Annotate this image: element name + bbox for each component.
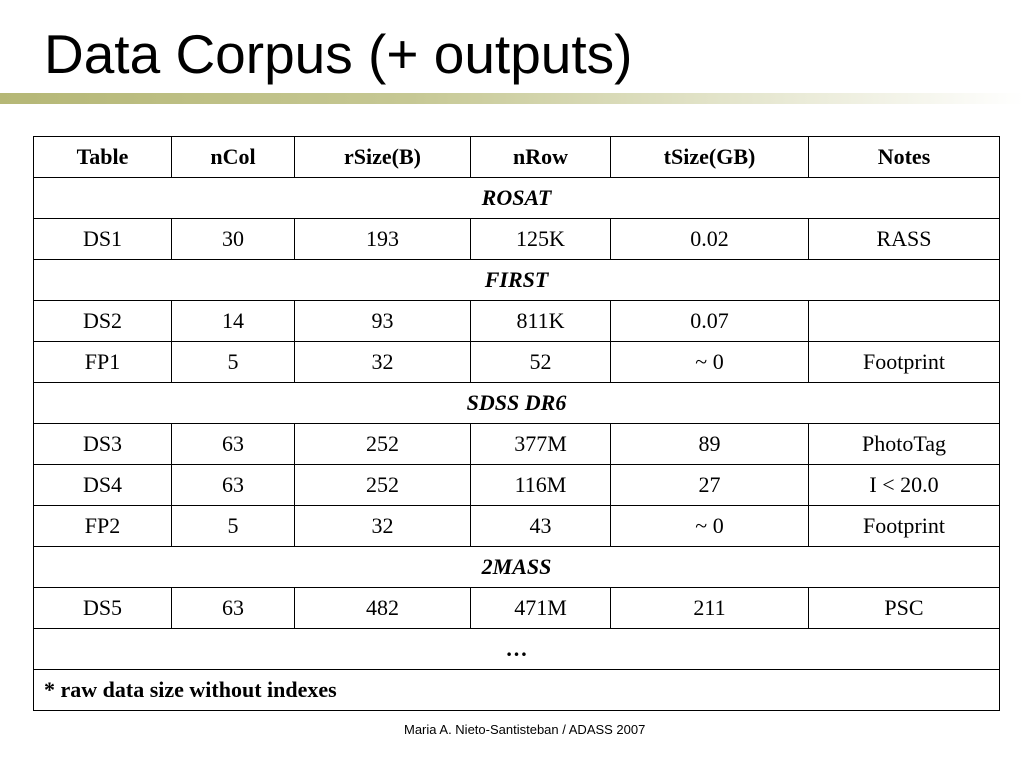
cell-table: FP1 (34, 342, 172, 383)
cell-ncol: 14 (172, 301, 295, 342)
ellipsis-cell: … (34, 629, 1000, 670)
table-row (34, 588, 1000, 629)
cell-tsize: 0.07 (611, 301, 809, 342)
cell-table: DS3 (34, 424, 172, 465)
cell-table: DS2 (34, 301, 172, 342)
section-row (34, 260, 1000, 301)
section-label: 2MASS (34, 547, 1000, 588)
table-row (34, 219, 1000, 260)
cell-rsize: 252 (295, 465, 471, 506)
cell-ncol: 5 (172, 342, 295, 383)
cell-nrow: 377M (471, 424, 611, 465)
table-row (34, 424, 1000, 465)
cell-nrow: 52 (471, 342, 611, 383)
section-label: SDSS DR6 (34, 383, 1000, 424)
header-cell-ncol: nCol (172, 137, 295, 178)
footnote-row (34, 670, 1000, 711)
section-row (34, 178, 1000, 219)
cell-nrow: 116M (471, 465, 611, 506)
cell-table: FP2 (34, 506, 172, 547)
cell-ncol: 63 (172, 588, 295, 629)
cell-notes: Footprint (809, 506, 1000, 547)
cell-notes: RASS (809, 219, 1000, 260)
cell-notes (809, 301, 1000, 342)
header-cell-notes: Notes (809, 137, 1000, 178)
cell-rsize: 193 (295, 219, 471, 260)
cell-notes: PhotoTag (809, 424, 1000, 465)
cell-notes: PSC (809, 588, 1000, 629)
table-header-row (34, 137, 1000, 178)
title-underline-bar (0, 93, 1024, 104)
cell-ncol: 63 (172, 465, 295, 506)
cell-ncol: 30 (172, 219, 295, 260)
cell-rsize: 93 (295, 301, 471, 342)
footnote-cell: * raw data size without indexes (34, 670, 1000, 711)
slide-title: Data Corpus (+ outputs) (44, 23, 633, 85)
header-cell-table: Table (34, 137, 172, 178)
cell-tsize: ~ 0 (611, 506, 809, 547)
table-row (34, 301, 1000, 342)
cell-tsize: 211 (611, 588, 809, 629)
table-body (34, 137, 1000, 711)
cell-table: DS4 (34, 465, 172, 506)
cell-tsize: 89 (611, 424, 809, 465)
cell-table: DS1 (34, 219, 172, 260)
cell-rsize: 482 (295, 588, 471, 629)
section-row (34, 383, 1000, 424)
header-cell-nrow: nRow (471, 137, 611, 178)
cell-rsize: 252 (295, 424, 471, 465)
table-row (34, 465, 1000, 506)
section-label: FIRST (34, 260, 1000, 301)
cell-nrow: 811K (471, 301, 611, 342)
cell-nrow: 43 (471, 506, 611, 547)
cell-nrow: 471M (471, 588, 611, 629)
cell-tsize: ~ 0 (611, 342, 809, 383)
cell-tsize: 27 (611, 465, 809, 506)
table-row (34, 342, 1000, 383)
cell-notes: Footprint (809, 342, 1000, 383)
cell-notes: I < 20.0 (809, 465, 1000, 506)
cell-rsize: 32 (295, 506, 471, 547)
header-cell-tsize: tSize(GB) (611, 137, 809, 178)
slide-footer: Maria A. Nieto-Santisteban / ADASS 2007 (404, 722, 646, 737)
section-row (34, 547, 1000, 588)
cell-tsize: 0.02 (611, 219, 809, 260)
table-row (34, 506, 1000, 547)
header-cell-rsize: rSize(B) (295, 137, 471, 178)
ellipsis-row (34, 629, 1000, 670)
cell-ncol: 5 (172, 506, 295, 547)
section-label: ROSAT (34, 178, 1000, 219)
cell-table: DS5 (34, 588, 172, 629)
data-corpus-table (33, 136, 1000, 711)
cell-nrow: 125K (471, 219, 611, 260)
cell-rsize: 32 (295, 342, 471, 383)
cell-ncol: 63 (172, 424, 295, 465)
